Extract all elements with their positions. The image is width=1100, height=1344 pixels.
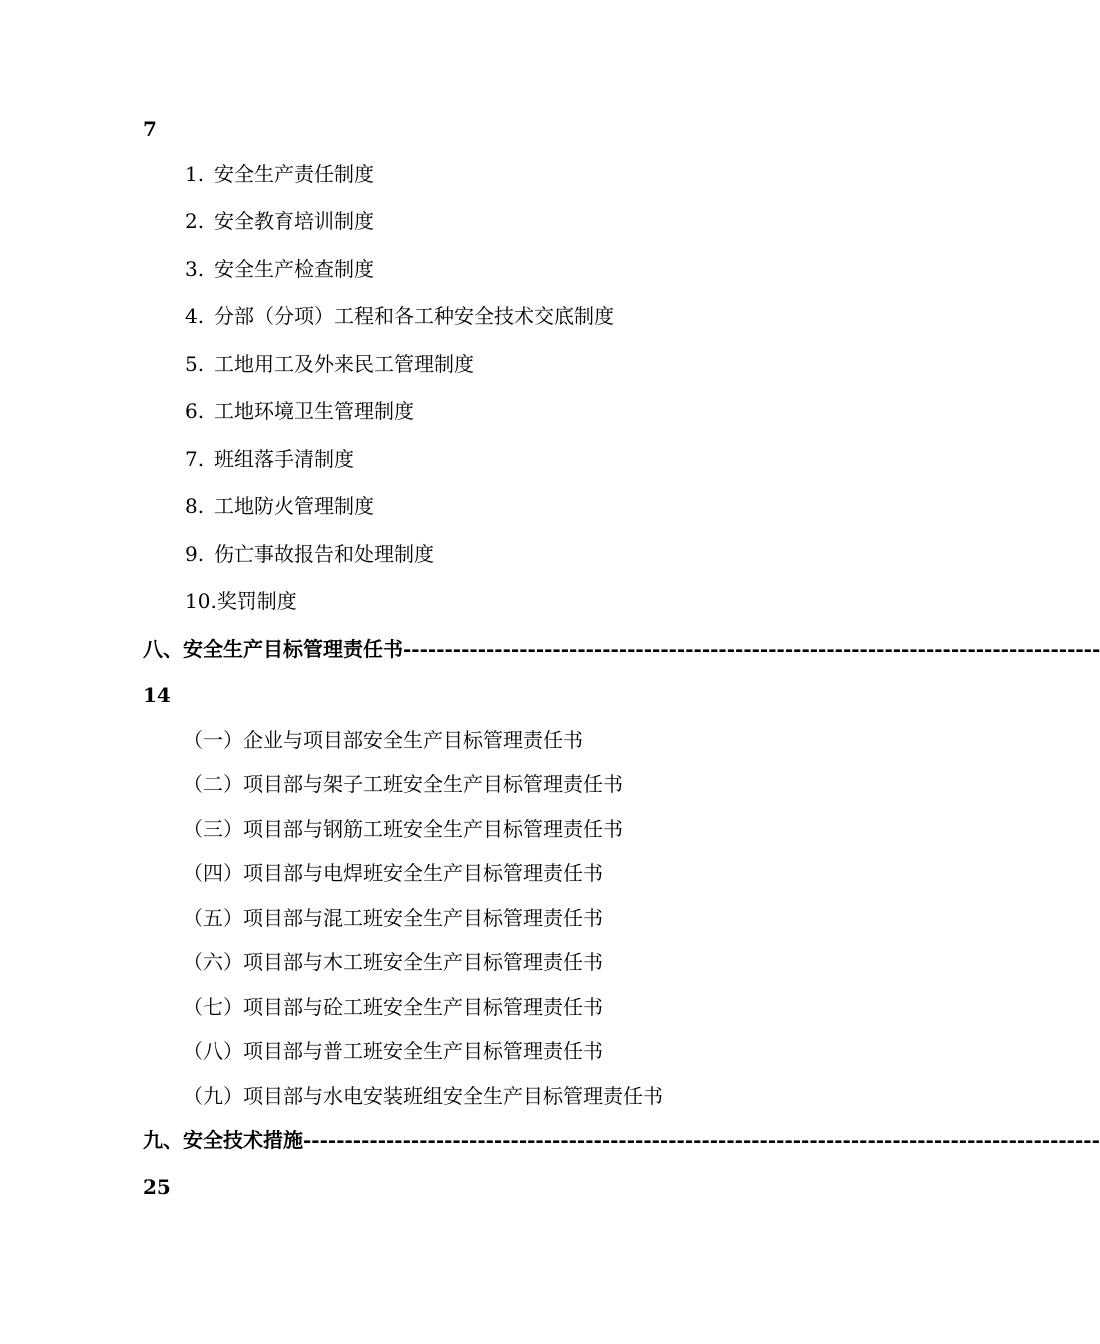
section-8-item-5: （五）项目部与混工班安全生产目标管理责任书 [183,906,603,930]
toc-item-text: 分部（分项）工程和各工种安全技术交底制度 [214,304,614,328]
toc-item-4 [185,304,614,328]
toc-item-text: 安全生产检查制度 [214,257,374,281]
toc-item-7 [185,447,354,471]
toc-item-text: 工地防火管理制度 [214,494,374,518]
page-number-top: 7 [143,117,157,141]
toc-item-text: 伤亡事故报告和处理制度 [214,542,434,566]
section-8-heading [143,637,1100,661]
section-9-page-number: 25 [143,1175,171,1199]
section-8-item-2: （二）项目部与架子工班安全生产目标管理责任书 [183,772,623,796]
section-8-item-1: （一）企业与项目部安全生产目标管理责任书 [183,728,583,752]
toc-item-5 [185,352,474,376]
section-9-title: 九、安全技术措施 [143,1128,303,1152]
toc-item-3 [185,257,374,281]
toc-item-text: 奖罚制度 [216,589,297,613]
section-9-heading [143,1128,1100,1152]
section-8-item-7: （七）项目部与砼工班安全生产目标管理责任书 [183,995,603,1019]
toc-item-number: 9. [185,542,205,566]
toc-item-text: 安全教育培训制度 [214,209,374,233]
section-8-item-8: （八）项目部与普工班安全生产目标管理责任书 [183,1039,603,1063]
section-8-title: 八、安全生产目标管理责任书 [143,637,403,661]
toc-item-1 [185,162,374,186]
toc-item-text: 安全生产责任制度 [214,162,374,186]
toc-item-number: 3. [185,257,205,281]
toc-item-text: 工地环境卫生管理制度 [214,399,414,423]
toc-item-number: 4. [185,304,205,328]
toc-item-number: 5. [185,352,205,376]
section-8-page-number: 14 [143,683,171,707]
toc-item-number: 2. [185,209,205,233]
toc-item-text: 工地用工及外来民工管理制度 [214,352,474,376]
section-8-item-9: （九）项目部与水电安装班组安全生产目标管理责任书 [183,1084,663,1108]
toc-item-number: 6. [185,399,205,423]
toc-item-number: 10. [185,589,217,613]
toc-item-6 [185,399,414,423]
toc-item-number: 7. [185,447,205,471]
section-9-leader: ------------------------------------------------------------------------------------------------ [303,1128,1100,1152]
section-8-item-3: （三）项目部与钢筋工班安全生产目标管理责任书 [183,817,623,841]
toc-item-8 [185,494,374,518]
toc-item-text: 班组落手清制度 [214,447,354,471]
toc-item-2 [185,209,374,233]
section-8-item-6: （六）项目部与木工班安全生产目标管理责任书 [183,950,603,974]
toc-item-10 [185,589,297,613]
toc-item-number: 8. [185,494,205,518]
toc-item-number: 1. [185,162,205,186]
toc-item-9 [185,542,434,566]
section-8-item-4: （四）项目部与电焊班安全生产目标管理责任书 [183,861,603,885]
section-8-leader: ------------------------------------------------------------------------------------ [403,637,1100,661]
